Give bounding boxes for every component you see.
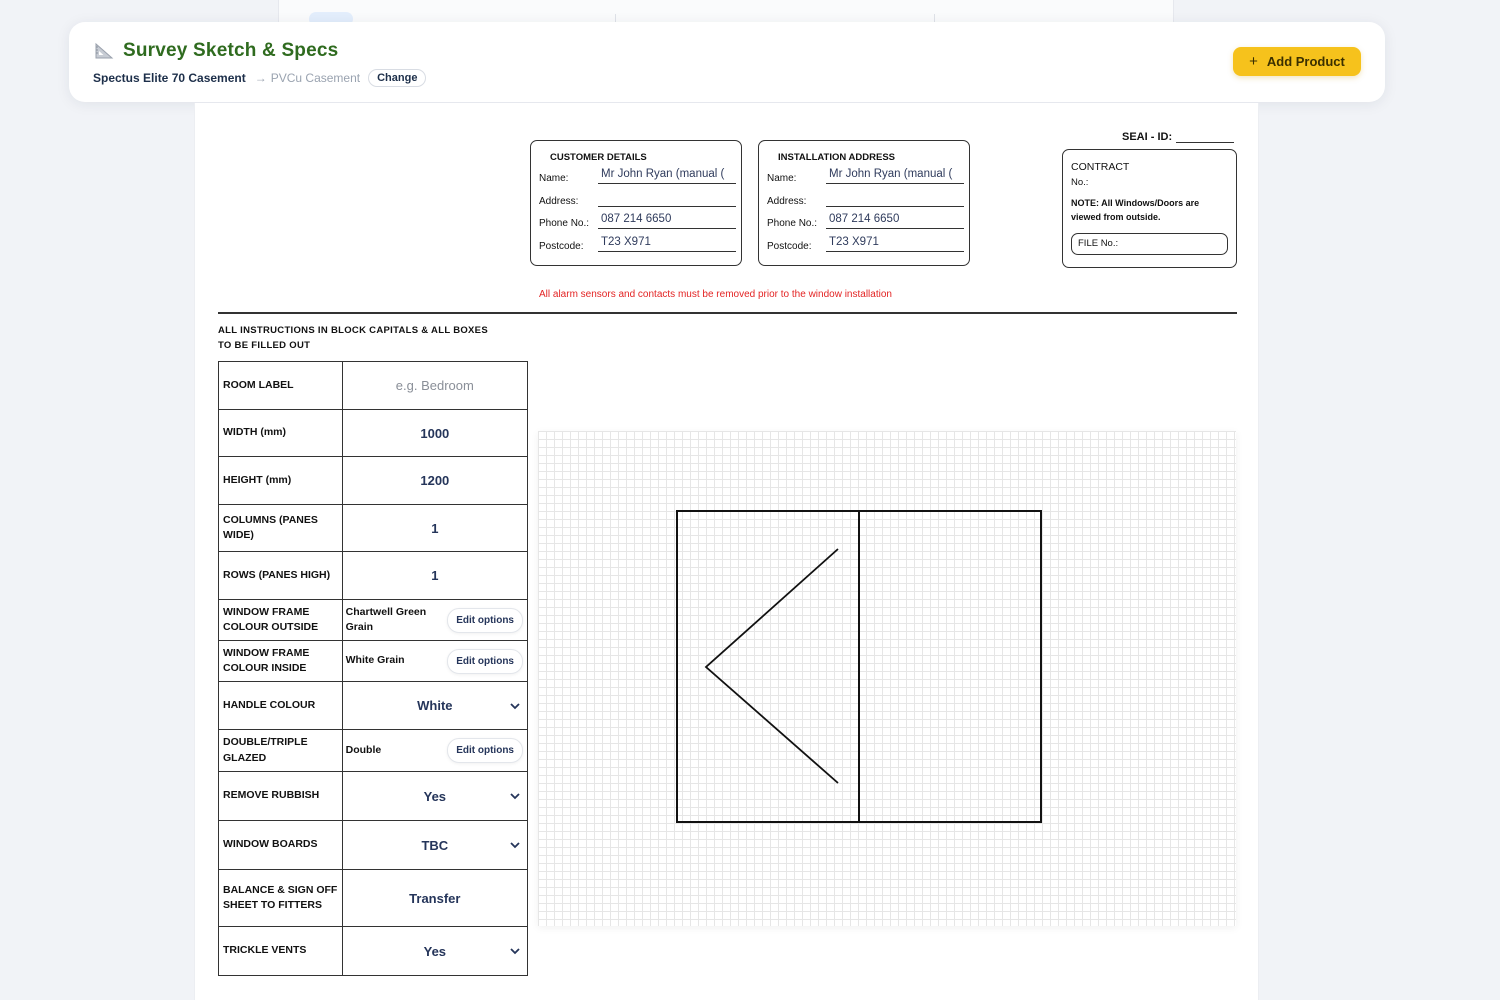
seai-id-line[interactable] bbox=[1176, 131, 1234, 143]
customer-phone-field[interactable]: 087 214 6650 bbox=[598, 213, 736, 229]
chevron-down-icon bbox=[509, 841, 521, 849]
rows-input[interactable]: 1 bbox=[431, 568, 439, 583]
spec-row-handle bbox=[219, 682, 528, 730]
trickle-vents-select[interactable] bbox=[343, 928, 527, 975]
plus-icon: + bbox=[1249, 53, 1258, 70]
instructions-line-1: ALL INSTRUCTIONS IN BLOCK CAPITALS & ALL BOXES bbox=[218, 325, 488, 336]
height-cell bbox=[342, 457, 527, 505]
contract-label: CONTRACT bbox=[1071, 161, 1130, 173]
columns-input[interactable]: 1 bbox=[431, 520, 439, 536]
instructions-line-2: TO BE FILLED OUT bbox=[218, 340, 311, 351]
handle-colour-label: HANDLE COLOUR bbox=[219, 682, 343, 730]
height-label: HEIGHT (mm) bbox=[219, 457, 343, 505]
trickle-vents-value: Yes bbox=[423, 943, 447, 959]
remove-rubbish-value: Yes bbox=[423, 788, 447, 804]
trickle-vents-label: TRICKLE VENTS bbox=[219, 927, 343, 976]
balance-sign-off-value[interactable]: Transfer bbox=[409, 890, 461, 906]
frame-colour-inside-cell bbox=[342, 641, 527, 682]
columns-cell bbox=[342, 505, 527, 552]
customer-address-field[interactable] bbox=[598, 191, 736, 207]
customer-postcode-row bbox=[539, 236, 736, 252]
installation-address-heading: INSTALLATION ADDRESS bbox=[778, 152, 895, 163]
spec-table bbox=[218, 361, 528, 976]
installation-name-field[interactable]: Mr John Ryan (manual ( bbox=[826, 168, 964, 184]
edit-frame-inside-button[interactable]: Edit options bbox=[447, 649, 523, 674]
installation-phone-field[interactable]: 087 214 6650 bbox=[826, 213, 964, 229]
window-boards-select[interactable] bbox=[343, 822, 527, 869]
ruler-triangle-icon bbox=[94, 42, 114, 60]
survey-sheet bbox=[194, 103, 1259, 1000]
seai-id-field bbox=[1122, 131, 1234, 143]
customer-name-field[interactable]: Mr John Ryan (manual ( bbox=[598, 168, 736, 184]
customer-phone-label: Phone No.: bbox=[539, 218, 590, 229]
product-name: Spectus Elite 70 Casement bbox=[93, 71, 246, 85]
spec-row-room-label bbox=[219, 362, 528, 410]
frame-colour-outside-cell bbox=[342, 600, 527, 641]
contract-no-label: No.: bbox=[1071, 177, 1089, 188]
customer-postcode-label: Postcode: bbox=[539, 241, 584, 252]
rows-cell bbox=[342, 552, 527, 600]
height-input[interactable]: 1200 bbox=[420, 473, 450, 488]
customer-address-label: Address: bbox=[539, 196, 579, 207]
casement-opening-indicator bbox=[706, 549, 838, 783]
glazed-value: Double bbox=[345, 743, 382, 756]
page-header bbox=[69, 22, 1385, 102]
width-cell bbox=[342, 410, 527, 457]
customer-phone-row bbox=[539, 213, 736, 229]
remove-rubbish-label: REMOVE RUBBISH bbox=[219, 772, 343, 821]
room-label-input[interactable]: e.g. Bedroom bbox=[395, 378, 474, 393]
glazed-label: DOUBLE/TRIPLE GLAZED bbox=[219, 730, 343, 772]
width-label: WIDTH (mm) bbox=[219, 410, 343, 457]
installation-postcode-row bbox=[767, 236, 964, 252]
customer-postcode-field[interactable]: T23 X971 bbox=[598, 236, 736, 252]
window-boards-cell bbox=[342, 821, 527, 870]
spec-row-rows bbox=[219, 552, 528, 600]
columns-label: COLUMNS (PANES WIDE) bbox=[219, 505, 343, 552]
instructions bbox=[218, 323, 488, 353]
installation-postcode-field[interactable]: T23 X971 bbox=[826, 236, 964, 252]
add-product-button[interactable] bbox=[1233, 47, 1361, 76]
spec-row-boards bbox=[219, 821, 528, 870]
room-label-label: ROOM LABEL bbox=[219, 362, 343, 410]
installation-name-row bbox=[767, 168, 964, 184]
handle-colour-value: White bbox=[417, 698, 453, 713]
frame-colour-outside-value: Chartwell Green Grain bbox=[345, 605, 427, 633]
chevron-down-icon bbox=[509, 792, 521, 800]
customer-details-heading: CUSTOMER DETAILS bbox=[550, 152, 647, 163]
installation-address-label: Address: bbox=[767, 196, 807, 207]
remove-rubbish-select[interactable] bbox=[343, 773, 527, 820]
installation-name-label: Name: bbox=[767, 173, 797, 184]
room-label-cell bbox=[342, 362, 527, 410]
section-divider bbox=[218, 312, 1237, 314]
contract-box bbox=[1062, 149, 1237, 268]
spec-row-trickle bbox=[219, 927, 528, 976]
chevron-down-icon bbox=[509, 947, 521, 955]
installation-address-row bbox=[767, 191, 964, 207]
spec-row-columns bbox=[219, 505, 528, 552]
installation-address-box bbox=[758, 140, 970, 266]
add-product-label: Add Product bbox=[1266, 54, 1345, 69]
product-category: PVCu Casement bbox=[270, 71, 361, 85]
balance-sign-off-cell bbox=[342, 870, 527, 927]
change-product-button[interactable]: Change bbox=[368, 69, 426, 87]
spec-row-rubbish bbox=[219, 772, 528, 821]
window-boards-value: TBC bbox=[421, 837, 449, 853]
customer-address-row bbox=[539, 191, 736, 207]
frame-colour-inside-label: WINDOW FRAME COLOUR INSIDE bbox=[219, 641, 343, 682]
remove-rubbish-cell bbox=[342, 772, 527, 821]
frame-colour-inside-value: White Grain bbox=[345, 654, 405, 667]
breadcrumb bbox=[93, 69, 426, 87]
spec-row-frame-outside bbox=[219, 600, 528, 641]
alarm-notice: All alarm sensors and contacts must be removed prior to the window installation bbox=[539, 289, 892, 300]
glazed-cell bbox=[342, 730, 527, 772]
installation-phone-label: Phone No.: bbox=[767, 218, 818, 229]
window-sketch bbox=[538, 431, 1236, 926]
installation-postcode-label: Postcode: bbox=[767, 241, 812, 252]
file-no-field[interactable]: FILE No.: bbox=[1071, 233, 1228, 255]
handle-colour-cell bbox=[342, 682, 527, 730]
edit-glazing-button[interactable]: Edit options bbox=[447, 738, 523, 763]
handle-colour-select[interactable] bbox=[343, 683, 527, 729]
chevron-down-icon bbox=[509, 702, 521, 710]
balance-sign-off-label: BALANCE & SIGN OFF SHEET TO FITTERS bbox=[219, 870, 343, 927]
spec-row-height bbox=[219, 457, 528, 505]
breadcrumb-arrow: → bbox=[254, 71, 267, 85]
frame-colour-outside-label: WINDOW FRAME COLOUR OUTSIDE bbox=[219, 600, 343, 641]
spec-row-balance bbox=[219, 870, 528, 927]
customer-details-box bbox=[530, 140, 742, 266]
viewing-note: NOTE: All Windows/Doors are viewed from outside. bbox=[1071, 198, 1200, 222]
customer-name-row bbox=[539, 168, 736, 184]
installation-phone-row bbox=[767, 213, 964, 229]
sketch-canvas[interactable] bbox=[538, 431, 1236, 926]
width-input[interactable]: 1000 bbox=[420, 425, 450, 441]
spec-row-glazed bbox=[219, 730, 528, 772]
trickle-vents-cell bbox=[342, 927, 527, 976]
seai-id-label: SEAI - ID: bbox=[1122, 131, 1173, 143]
edit-frame-outside-button[interactable]: Edit options bbox=[447, 608, 523, 633]
window-boards-label: WINDOW BOARDS bbox=[219, 821, 343, 870]
customer-name-label: Name: bbox=[539, 173, 569, 184]
page-title: Survey Sketch & Specs bbox=[123, 40, 339, 61]
spec-row-width bbox=[219, 410, 528, 457]
installation-address-field[interactable] bbox=[826, 191, 964, 207]
rows-label: ROWS (PANES HIGH) bbox=[219, 552, 343, 600]
spec-row-frame-inside bbox=[219, 641, 528, 682]
